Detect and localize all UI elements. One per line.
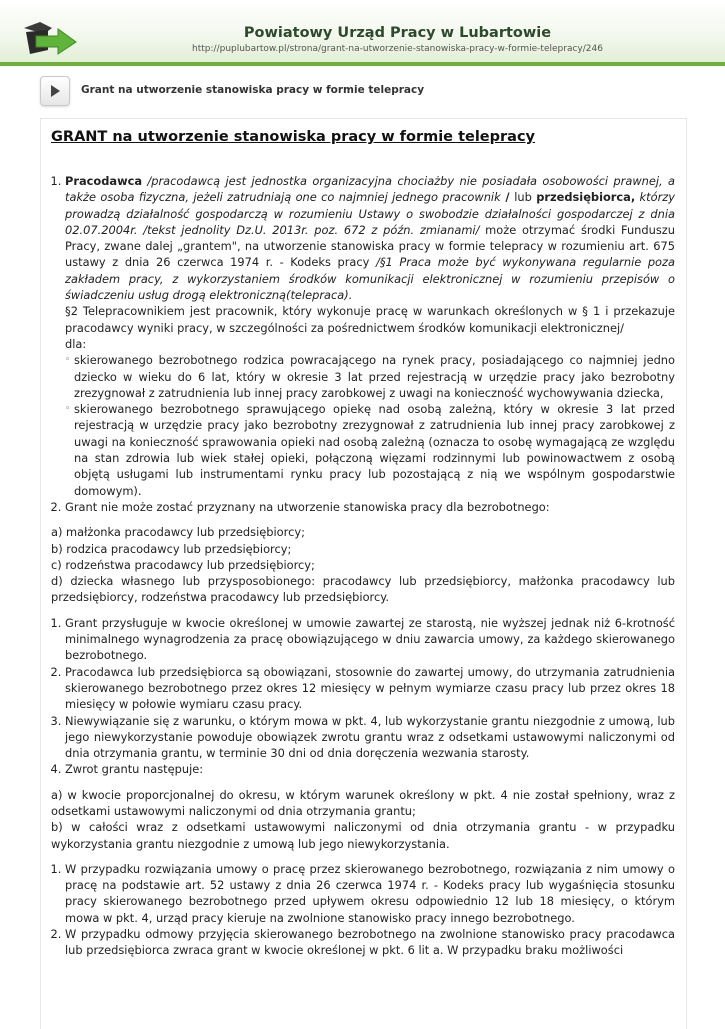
breadcrumb-title: Grant na utworzenie stanowiska pracy w formie telepracy — [81, 84, 425, 96]
list-item — [65, 173, 675, 499]
numbered-list-1 — [51, 173, 675, 515]
text: lub — [514, 190, 537, 205]
list-item: 1. Grant przysługuje w kwocie określonej w umowie zawartej ze starostą, nie wyższej jednak niż 6-krotność minimalnego wynagrodzenia za pracę obowiązującego w dniu zawarcia umowy, za każdego skierowanego bezrobotnego. — [65, 615, 675, 664]
bold-text: przedsiębiorca, — [536, 190, 636, 205]
letter-item: a) w kwocie proporcjonalnej do okresu, w którym warunek określony w pkt. 4 nie został spełniony, wraz z odsetkami ustawowymi naliczonymi od dnia otrzymania grantu; — [51, 787, 675, 818]
letter-item: d) dziecka własnego lub przysposobionego: pracodawcy lub przedsiębiorcy, małżonka pracodawcy lub przedsiębiorcy, rodzeństwa pracodawcy lub przedsiębiorcy. — [51, 574, 675, 605]
italic-text: którzy prowadzą działalność gospodarczą w rozumieniu Ustawy o swobodzie działalności gospodarczej z dnia 02.07.2004r. /tekst jednolity Dz.U. 2013r. poz. 672 z późn. zmianami/ — [65, 190, 675, 237]
list-item: 4. Zwrot grantu następuje: — [65, 761, 675, 777]
letter-list-1 — [51, 524, 675, 605]
letter-item: b) rodzica pracodawcy lub przedsiębiorcy; — [51, 541, 292, 556]
arrow-right-button[interactable] — [40, 76, 70, 106]
site-header — [0, 0, 725, 66]
list-item: 2. Grant nie może zostać przyznany na utworzenie stanowiska pracy dla bezrobotnego: — [65, 499, 675, 515]
site-title: Powiatowy Urząd Pracy w Lubartowie — [243, 25, 552, 41]
numbered-list-2 — [51, 615, 675, 778]
list-item: 2. Pracodawca lub przedsiębiorca są obowiązani, stosownie do zawartej umowy, do utrzymania zatrudnienia skierowanego bezrobotnego przez okres 12 miesięcy w pełnym wymiarze czasu pracy lub przez okres 18 miesięcy w połowie wymiaru czasu pracy. — [65, 664, 675, 713]
list-item: 2. W przypadku odmowy przyjęcia skierowanego bezrobotnego na zwolnione stanowisko pracy pracodawca lub przedsiębiorca zwraca grant w kwocie określonej w pkt. 6 lit a. W przypadku braku możliwości — [65, 926, 675, 959]
content-panel — [40, 118, 687, 1029]
for-label: dla: — [65, 336, 87, 351]
text: może otrzymać środki Funduszu Pracy, zwane dalej „grantem", na utworzenie stanowiska pracy w formie telepracy w rozumieniu art. 675 ustawy z dnia 26 czerwca 1974 r. - Kodeks pracy — [65, 222, 675, 270]
letter-item: c) rodzeństwa pracodawcy lub przedsiębiorcy; — [51, 557, 315, 572]
list-item: ◦ skierowanego bezrobotnego sprawującego opiekę nad osobą zależną, który w okresie 3 lat przed rejestracją w urzędzie pracy jako bezrobotny zrezygnował z zatrudnienia lub innej pracy zarobkowej z uwagi na konieczność sprawowania opieki nad osobą zależną (oznacza to osobę wymagającą ze względu na stan zdrowia lub wiek stałej opieki, połączoną więzami rodzinnymi lub powinowactwem z osobą objętą usługami lub instrumentami rynku pracy lub pozostającą z nią we wspólnym gospodarstwie domowym). — [65, 401, 675, 499]
numbered-list-3 — [51, 861, 675, 959]
page-url: http://puplubartow.pl/strona/grant-na-utworzenie-stanowiska-pracy-w-formie-telepracy/246 — [192, 44, 603, 54]
italic-text: /§1 Praca może być wykonywana regularnie poza zakładem pracy, z wykorzystaniem środków komunikacji elektronicznej w rozumieniu przepisów o świadczeniu usług drogą elektroniczną(telepraca). — [65, 255, 675, 303]
bold-text: / — [500, 190, 515, 205]
letter-item: b) w całości wraz z odsetkami ustawowymi naliczonymi od dnia otrzymania grantu - w przypadku wykorzystania grantu niezgodnie z umową lub jego niewykorzystania. — [51, 820, 675, 851]
letter-list-2 — [51, 787, 675, 852]
sub-list — [65, 352, 675, 499]
letter-item: a) małżonka pracodawcy lub przedsiębiorcy; — [51, 525, 305, 540]
list-item: 1. W przypadku rozwiązania umowy o pracę przez skierowanego bezrobotnego, rozwiązania z nim umowy o pracę na podstawie art. 52 ustawy z dnia 26 czerwca 1974 r. - Kodeks pracy lub wygaśnięcia stosunku pracy skierowanego bezrobotnego przed upływem okresu odpowiednio 12 lub 18 miesięcy, o którym mowa w pkt. 4, urząd pracy kieruje na zwolnione stanowisko pracy innego bezrobotnego. — [65, 861, 675, 926]
paragraph-2: §2 Telepracownikiem jest pracownik, który wykonuje pracę w warunkach określonych w § 1 i przekazuje pracodawcy wyniki pracy, w szczególności za pośrednictwem środków komunikacji elektronicznej/ — [65, 304, 675, 335]
list-item: 3. Niewywiązanie się z warunku, o którym mowa w pkt. 4, lub wykorzystanie grantu niezgodnie z umową, lub jego niewykorzystanie powoduje obowiązek zwrotu grantu wraz z odsetkami ustawowymi naliczonymi od dnia otrzymania grantu, w terminie 30 dni od dnia doręczenia wezwania starosty. — [65, 713, 675, 762]
bold-text: Pracodawca — [65, 174, 143, 188]
breadcrumb — [40, 76, 680, 106]
employer-definition — [65, 174, 675, 302]
logo-arrow-icon — [22, 20, 78, 58]
article — [51, 127, 675, 959]
list-item: ◦ skierowanego bezrobotnego rodzica powracającego na rynek pracy, posiadającego co najmniej jedno dziecko w wieku do 6 lat, który w okresie 3 lat przed rejestracją w urzędzie pracy jako bezrobotny zrezygnował z zatrudnienia lub innej pracy zarobkowej z uwagi na konieczność wychowywania dziecka, — [65, 352, 675, 401]
italic-text: /pracodawcą jest jednostka organizacyjna chociażby nie posiadała osobowości prawnej, a także osoba fizyczna, jeżeli zatrudniają one co najmniej jednego pracownik — [65, 174, 675, 205]
article-title: GRANT na utworzenie stanowiska pracy w formie telepracy — [51, 129, 536, 145]
arrow-right-icon — [49, 84, 61, 98]
